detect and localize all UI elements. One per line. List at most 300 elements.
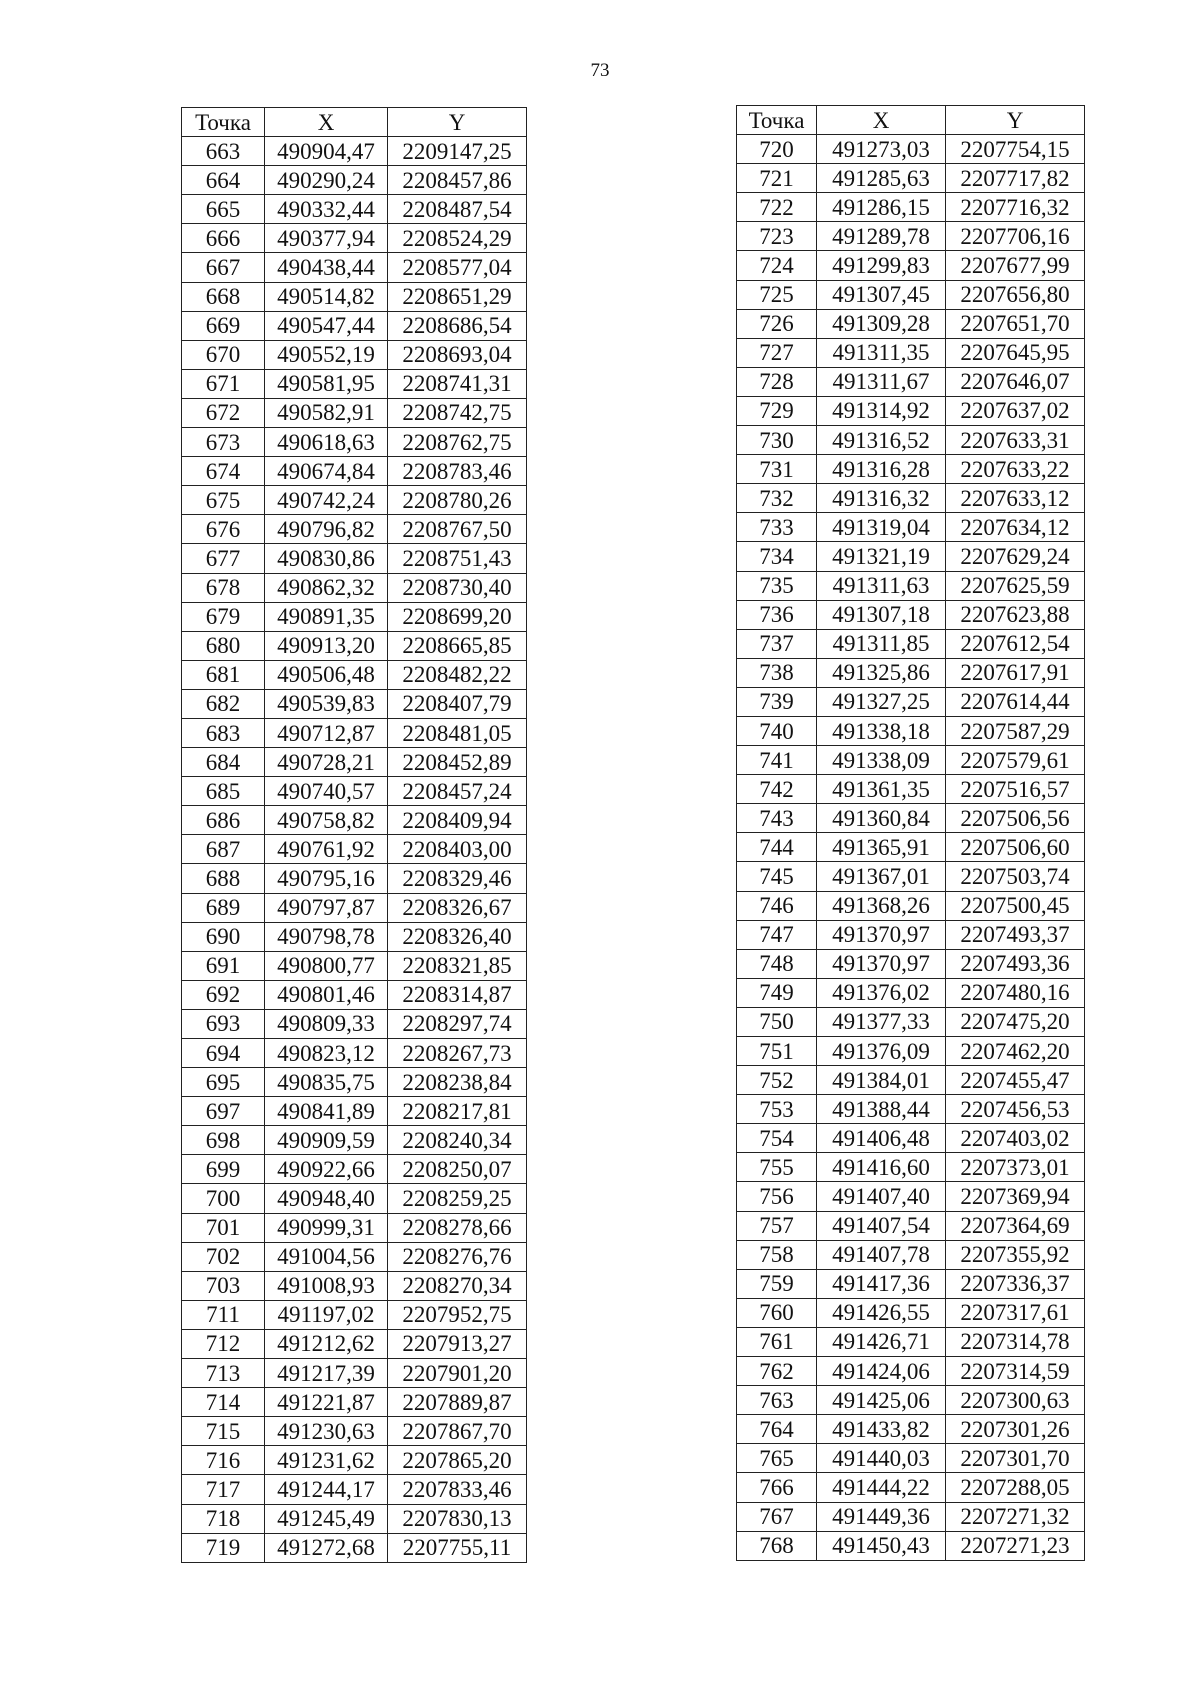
- y-coordinate-cell: 2207754,15: [946, 135, 1085, 164]
- point-number-cell: 734: [737, 542, 817, 571]
- y-coordinate-cell: 2208457,24: [388, 777, 527, 806]
- point-number-cell: 740: [737, 716, 817, 745]
- y-coordinate-cell: 2207617,91: [946, 658, 1085, 687]
- y-coordinate-cell: 2208577,04: [388, 253, 527, 282]
- x-coordinate-cell: 491245,49: [265, 1504, 388, 1533]
- x-coordinate-cell: 490728,21: [265, 748, 388, 777]
- table-row: [182, 253, 527, 282]
- table-row: [737, 542, 1085, 571]
- table-row: [737, 1357, 1085, 1386]
- point-number-cell: 717: [182, 1475, 265, 1504]
- table-row: [737, 396, 1085, 425]
- x-coordinate-cell: 491309,28: [817, 309, 946, 338]
- x-coordinate-cell: 490332,44: [265, 195, 388, 224]
- y-coordinate-cell: 2207373,01: [946, 1153, 1085, 1182]
- point-number-cell: 724: [737, 251, 817, 280]
- table-row: [182, 1184, 527, 1213]
- table-row: [737, 1153, 1085, 1182]
- point-number-cell: 726: [737, 309, 817, 338]
- y-coordinate-cell: 2208329,46: [388, 864, 527, 893]
- x-coordinate-cell: 491319,04: [817, 513, 946, 542]
- table-row: [182, 224, 527, 253]
- y-coordinate-cell: 2207271,23: [946, 1531, 1085, 1560]
- x-coordinate-cell: 491311,85: [817, 629, 946, 658]
- point-number-cell: 745: [737, 862, 817, 891]
- table-row: [737, 1473, 1085, 1502]
- point-number-cell: 663: [182, 137, 265, 166]
- y-coordinate-cell: 2207634,12: [946, 513, 1085, 542]
- point-number-cell: 699: [182, 1155, 265, 1184]
- table-row: [182, 573, 527, 602]
- table-row: [182, 980, 527, 1009]
- point-number-cell: 759: [737, 1269, 817, 1298]
- x-coordinate-cell: 491314,92: [817, 396, 946, 425]
- table-row: [182, 893, 527, 922]
- x-coordinate-cell: 490801,46: [265, 980, 388, 1009]
- table-row: [737, 600, 1085, 629]
- x-coordinate-cell: 491376,09: [817, 1037, 946, 1066]
- table-row: [737, 222, 1085, 251]
- y-coordinate-cell: 2207336,37: [946, 1269, 1085, 1298]
- table-header-row: [182, 108, 527, 137]
- point-number-cell: 681: [182, 660, 265, 689]
- point-number-cell: 741: [737, 746, 817, 775]
- y-coordinate-cell: 2207633,12: [946, 484, 1085, 513]
- y-coordinate-cell: 2207506,60: [946, 833, 1085, 862]
- x-coordinate-cell: 490758,82: [265, 806, 388, 835]
- point-number-cell: 697: [182, 1097, 265, 1126]
- x-coordinate-cell: 491377,33: [817, 1007, 946, 1036]
- table-row: [182, 369, 527, 398]
- table-row: [182, 1475, 527, 1504]
- x-coordinate-cell: 491273,03: [817, 135, 946, 164]
- y-coordinate-cell: 2207645,95: [946, 338, 1085, 367]
- column-header-x: X: [817, 106, 946, 135]
- point-number-cell: 738: [737, 658, 817, 687]
- x-coordinate-cell: 491230,63: [265, 1417, 388, 1446]
- point-number-cell: 675: [182, 486, 265, 515]
- y-coordinate-cell: 2207493,37: [946, 920, 1085, 949]
- table-row: [182, 1300, 527, 1329]
- point-number-cell: 703: [182, 1271, 265, 1300]
- point-number-cell: 665: [182, 195, 265, 224]
- y-coordinate-cell: 2208403,00: [388, 835, 527, 864]
- x-coordinate-cell: 490948,40: [265, 1184, 388, 1213]
- y-coordinate-cell: 2208693,04: [388, 340, 527, 369]
- table-row: [737, 338, 1085, 367]
- x-coordinate-cell: 491299,83: [817, 251, 946, 280]
- point-number-cell: 700: [182, 1184, 265, 1213]
- x-coordinate-cell: 491321,19: [817, 542, 946, 571]
- x-coordinate-cell: 490290,24: [265, 166, 388, 195]
- point-number-cell: 764: [737, 1415, 817, 1444]
- table-row: [182, 1271, 527, 1300]
- point-number-cell: 758: [737, 1240, 817, 1269]
- point-number-cell: 751: [737, 1037, 817, 1066]
- point-number-cell: 702: [182, 1242, 265, 1271]
- point-number-cell: 735: [737, 571, 817, 600]
- y-coordinate-cell: 2208665,85: [388, 631, 527, 660]
- y-coordinate-cell: 2207579,61: [946, 746, 1085, 775]
- x-coordinate-cell: 491426,71: [817, 1327, 946, 1356]
- table-row: [182, 398, 527, 427]
- y-coordinate-cell: 2208326,40: [388, 922, 527, 951]
- point-number-cell: 682: [182, 689, 265, 718]
- y-coordinate-cell: 2207480,16: [946, 978, 1085, 1007]
- table-row: [737, 1502, 1085, 1531]
- table-row: [182, 428, 527, 457]
- x-coordinate-cell: 491289,78: [817, 222, 946, 251]
- x-coordinate-cell: 491231,62: [265, 1446, 388, 1475]
- y-coordinate-cell: 2207889,87: [388, 1388, 527, 1417]
- table-row: [737, 775, 1085, 804]
- table-row: [737, 571, 1085, 600]
- x-coordinate-cell: 490809,33: [265, 1009, 388, 1038]
- point-number-cell: 701: [182, 1213, 265, 1242]
- x-coordinate-cell: 490506,48: [265, 660, 388, 689]
- table-row: [737, 135, 1085, 164]
- point-number-cell: 732: [737, 484, 817, 513]
- point-number-cell: 713: [182, 1359, 265, 1388]
- x-coordinate-cell: 491417,36: [817, 1269, 946, 1298]
- point-number-cell: 727: [737, 338, 817, 367]
- table-row: [737, 1327, 1085, 1356]
- x-coordinate-cell: 491307,18: [817, 600, 946, 629]
- y-coordinate-cell: 2207271,32: [946, 1502, 1085, 1531]
- table-row: [737, 1095, 1085, 1124]
- y-coordinate-cell: 2207637,02: [946, 396, 1085, 425]
- x-coordinate-cell: 491338,18: [817, 716, 946, 745]
- y-coordinate-cell: 2208240,34: [388, 1126, 527, 1155]
- y-coordinate-cell: 2208259,25: [388, 1184, 527, 1213]
- table-row: [737, 629, 1085, 658]
- x-coordinate-cell: 490913,20: [265, 631, 388, 660]
- column-header-y: Y: [388, 108, 527, 137]
- y-coordinate-cell: 2208250,07: [388, 1155, 527, 1184]
- point-number-cell: 746: [737, 891, 817, 920]
- point-number-cell: 765: [737, 1444, 817, 1473]
- y-coordinate-cell: 2208238,84: [388, 1068, 527, 1097]
- y-coordinate-cell: 2207456,53: [946, 1095, 1085, 1124]
- point-number-cell: 718: [182, 1504, 265, 1533]
- table-row: [182, 1504, 527, 1533]
- x-coordinate-cell: 490712,87: [265, 718, 388, 747]
- point-number-cell: 752: [737, 1066, 817, 1095]
- x-coordinate-cell: 491361,35: [817, 775, 946, 804]
- table-row: [182, 1388, 527, 1417]
- y-coordinate-cell: 2207300,63: [946, 1386, 1085, 1415]
- x-coordinate-cell: 490835,75: [265, 1068, 388, 1097]
- x-coordinate-cell: 490800,77: [265, 951, 388, 980]
- table-row: [737, 687, 1085, 716]
- table-row: [737, 513, 1085, 542]
- y-coordinate-cell: 2208524,29: [388, 224, 527, 253]
- table-row: [182, 718, 527, 747]
- point-number-cell: 723: [737, 222, 817, 251]
- point-number-cell: 722: [737, 193, 817, 222]
- point-number-cell: 695: [182, 1068, 265, 1097]
- x-coordinate-cell: 491384,01: [817, 1066, 946, 1095]
- y-coordinate-cell: 2207369,94: [946, 1182, 1085, 1211]
- table-row: [182, 282, 527, 311]
- x-coordinate-cell: 490438,44: [265, 253, 388, 282]
- y-coordinate-cell: 2208730,40: [388, 573, 527, 602]
- y-coordinate-cell: 2208780,26: [388, 486, 527, 515]
- x-coordinate-cell: 490795,16: [265, 864, 388, 893]
- y-coordinate-cell: 2208742,75: [388, 398, 527, 427]
- x-coordinate-cell: 490823,12: [265, 1039, 388, 1068]
- y-coordinate-cell: 2207629,24: [946, 542, 1085, 571]
- point-number-cell: 698: [182, 1126, 265, 1155]
- point-number-cell: 669: [182, 311, 265, 340]
- y-coordinate-cell: 2207301,26: [946, 1415, 1085, 1444]
- x-coordinate-cell: 491285,63: [817, 164, 946, 193]
- table-row: [182, 660, 527, 689]
- y-coordinate-cell: 2209147,25: [388, 137, 527, 166]
- table-row: [737, 1182, 1085, 1211]
- x-coordinate-cell: 490922,66: [265, 1155, 388, 1184]
- x-coordinate-cell: 491444,22: [817, 1473, 946, 1502]
- point-number-cell: 721: [737, 164, 817, 193]
- point-number-cell: 671: [182, 369, 265, 398]
- y-coordinate-cell: 2207646,07: [946, 367, 1085, 396]
- table-row: [737, 367, 1085, 396]
- table-row: [737, 1298, 1085, 1327]
- point-number-cell: 664: [182, 166, 265, 195]
- table-row: [182, 748, 527, 777]
- table-row: [737, 891, 1085, 920]
- point-number-cell: 677: [182, 544, 265, 573]
- y-coordinate-cell: 2207455,47: [946, 1066, 1085, 1095]
- y-coordinate-cell: 2207493,36: [946, 949, 1085, 978]
- point-number-cell: 687: [182, 835, 265, 864]
- point-number-cell: 761: [737, 1327, 817, 1356]
- point-number-cell: 667: [182, 253, 265, 282]
- table-row: [182, 1126, 527, 1155]
- table-row: [182, 777, 527, 806]
- x-coordinate-cell: 490797,87: [265, 893, 388, 922]
- x-coordinate-cell: 490830,86: [265, 544, 388, 573]
- table-row: [737, 1531, 1085, 1560]
- point-number-cell: 670: [182, 340, 265, 369]
- point-number-cell: 688: [182, 864, 265, 893]
- y-coordinate-cell: 2208270,34: [388, 1271, 527, 1300]
- y-coordinate-cell: 2207503,74: [946, 862, 1085, 891]
- y-coordinate-cell: 2207716,32: [946, 193, 1085, 222]
- x-coordinate-cell: 491449,36: [817, 1502, 946, 1531]
- table-row: [182, 951, 527, 980]
- x-coordinate-cell: 491360,84: [817, 804, 946, 833]
- x-coordinate-cell: 490539,83: [265, 689, 388, 718]
- point-number-cell: 676: [182, 515, 265, 544]
- y-coordinate-cell: 2208481,05: [388, 718, 527, 747]
- point-number-cell: 748: [737, 949, 817, 978]
- page-number: 73: [590, 60, 610, 81]
- point-number-cell: 714: [182, 1388, 265, 1417]
- y-coordinate-cell: 2207314,59: [946, 1357, 1085, 1386]
- y-coordinate-cell: 2208651,29: [388, 282, 527, 311]
- x-coordinate-cell: 491367,01: [817, 862, 946, 891]
- x-coordinate-cell: 490618,63: [265, 428, 388, 457]
- table-row: [182, 602, 527, 631]
- table-row: [182, 340, 527, 369]
- point-number-cell: 686: [182, 806, 265, 835]
- x-coordinate-cell: 491368,26: [817, 891, 946, 920]
- table-row: [737, 949, 1085, 978]
- table-row: [737, 1037, 1085, 1066]
- point-number-cell: 763: [737, 1386, 817, 1415]
- table-row: [737, 978, 1085, 1007]
- table-row: [737, 833, 1085, 862]
- y-coordinate-cell: 2208762,75: [388, 428, 527, 457]
- column-header-point: Точка: [737, 106, 817, 135]
- x-coordinate-cell: 491425,06: [817, 1386, 946, 1415]
- point-number-cell: 757: [737, 1211, 817, 1240]
- table-row: [182, 1446, 527, 1475]
- table-row: [182, 1359, 527, 1388]
- x-coordinate-cell: 491416,60: [817, 1153, 946, 1182]
- x-coordinate-cell: 491311,35: [817, 338, 946, 367]
- y-coordinate-cell: 2207355,92: [946, 1240, 1085, 1269]
- table-row: [737, 1066, 1085, 1095]
- x-coordinate-cell: 491316,28: [817, 455, 946, 484]
- y-coordinate-cell: 2207403,02: [946, 1124, 1085, 1153]
- point-number-cell: 716: [182, 1446, 265, 1475]
- y-coordinate-cell: 2207867,70: [388, 1417, 527, 1446]
- y-coordinate-cell: 2207623,88: [946, 600, 1085, 629]
- y-coordinate-cell: 2207506,56: [946, 804, 1085, 833]
- x-coordinate-cell: 491327,25: [817, 687, 946, 716]
- x-coordinate-cell: 490909,59: [265, 1126, 388, 1155]
- table-row: [182, 1068, 527, 1097]
- y-coordinate-cell: 2208276,76: [388, 1242, 527, 1271]
- point-number-cell: 712: [182, 1329, 265, 1358]
- x-coordinate-cell: 491407,40: [817, 1182, 946, 1211]
- point-number-cell: 729: [737, 396, 817, 425]
- y-coordinate-cell: 2208699,20: [388, 602, 527, 631]
- table-row: [182, 1242, 527, 1271]
- x-coordinate-cell: 491407,54: [817, 1211, 946, 1240]
- x-coordinate-cell: 491316,52: [817, 426, 946, 455]
- y-coordinate-cell: 2207833,46: [388, 1475, 527, 1504]
- point-number-cell: 756: [737, 1182, 817, 1211]
- table-row: [182, 1155, 527, 1184]
- x-coordinate-cell: 491221,87: [265, 1388, 388, 1417]
- x-coordinate-cell: 491004,56: [265, 1242, 388, 1271]
- point-number-cell: 689: [182, 893, 265, 922]
- x-coordinate-cell: 491311,67: [817, 367, 946, 396]
- point-number-cell: 685: [182, 777, 265, 806]
- y-coordinate-cell: 2207475,20: [946, 1007, 1085, 1036]
- point-number-cell: 731: [737, 455, 817, 484]
- y-coordinate-cell: 2207614,44: [946, 687, 1085, 716]
- y-coordinate-cell: 2208783,46: [388, 457, 527, 486]
- x-coordinate-cell: 491433,82: [817, 1415, 946, 1444]
- table-row: [737, 862, 1085, 891]
- y-coordinate-cell: 2207651,70: [946, 309, 1085, 338]
- y-coordinate-cell: 2207633,31: [946, 426, 1085, 455]
- x-coordinate-cell: 490761,92: [265, 835, 388, 864]
- x-coordinate-cell: 491406,48: [817, 1124, 946, 1153]
- table-row: [182, 1329, 527, 1358]
- y-coordinate-cell: 2207364,69: [946, 1211, 1085, 1240]
- y-coordinate-cell: 2207755,11: [388, 1533, 527, 1562]
- table-row: [182, 486, 527, 515]
- table-row: [737, 716, 1085, 745]
- y-coordinate-cell: 2207952,75: [388, 1300, 527, 1329]
- point-number-cell: 668: [182, 282, 265, 311]
- y-coordinate-cell: 2207706,16: [946, 222, 1085, 251]
- x-coordinate-cell: 490891,35: [265, 602, 388, 631]
- coordinates-table-right: [736, 105, 1085, 1561]
- table-row: [182, 835, 527, 864]
- point-number-cell: 666: [182, 224, 265, 253]
- y-coordinate-cell: 2208278,66: [388, 1213, 527, 1242]
- point-number-cell: 739: [737, 687, 817, 716]
- point-number-cell: 767: [737, 1502, 817, 1531]
- table-row: [737, 1269, 1085, 1298]
- y-coordinate-cell: 2207301,70: [946, 1444, 1085, 1473]
- y-coordinate-cell: 2207587,29: [946, 716, 1085, 745]
- y-coordinate-cell: 2207462,20: [946, 1037, 1085, 1066]
- point-number-cell: 679: [182, 602, 265, 631]
- table-row: [737, 746, 1085, 775]
- y-coordinate-cell: 2208217,81: [388, 1097, 527, 1126]
- point-number-cell: 754: [737, 1124, 817, 1153]
- point-number-cell: 742: [737, 775, 817, 804]
- table-row: [182, 515, 527, 544]
- x-coordinate-cell: 491426,55: [817, 1298, 946, 1327]
- table-row: [182, 311, 527, 340]
- point-number-cell: 684: [182, 748, 265, 777]
- point-number-cell: 730: [737, 426, 817, 455]
- x-coordinate-cell: 490581,95: [265, 369, 388, 398]
- table-row: [737, 1415, 1085, 1444]
- x-coordinate-cell: 491450,43: [817, 1531, 946, 1560]
- x-coordinate-cell: 490798,78: [265, 922, 388, 951]
- x-coordinate-cell: 490514,82: [265, 282, 388, 311]
- point-number-cell: 753: [737, 1095, 817, 1124]
- y-coordinate-cell: 2207865,20: [388, 1446, 527, 1475]
- point-number-cell: 766: [737, 1473, 817, 1502]
- table-row: [737, 193, 1085, 222]
- table-row: [737, 1444, 1085, 1473]
- x-coordinate-cell: 490796,82: [265, 515, 388, 544]
- y-coordinate-cell: 2208741,31: [388, 369, 527, 398]
- point-number-cell: 693: [182, 1009, 265, 1038]
- table-row: [182, 195, 527, 224]
- point-number-cell: 743: [737, 804, 817, 833]
- point-number-cell: 747: [737, 920, 817, 949]
- point-number-cell: 673: [182, 428, 265, 457]
- table-row: [737, 455, 1085, 484]
- y-coordinate-cell: 2207516,57: [946, 775, 1085, 804]
- x-coordinate-cell: 491440,03: [817, 1444, 946, 1473]
- y-coordinate-cell: 2208751,43: [388, 544, 527, 573]
- y-coordinate-cell: 2208686,54: [388, 311, 527, 340]
- point-number-cell: 749: [737, 978, 817, 1007]
- y-coordinate-cell: 2207677,99: [946, 251, 1085, 280]
- x-coordinate-cell: 490742,24: [265, 486, 388, 515]
- table-row: [182, 1213, 527, 1242]
- point-number-cell: 720: [737, 135, 817, 164]
- x-coordinate-cell: 491272,68: [265, 1533, 388, 1562]
- table-row: [182, 1039, 527, 1068]
- x-coordinate-cell: 491244,17: [265, 1475, 388, 1504]
- table-row: [182, 457, 527, 486]
- table-row: [182, 166, 527, 195]
- point-number-cell: 674: [182, 457, 265, 486]
